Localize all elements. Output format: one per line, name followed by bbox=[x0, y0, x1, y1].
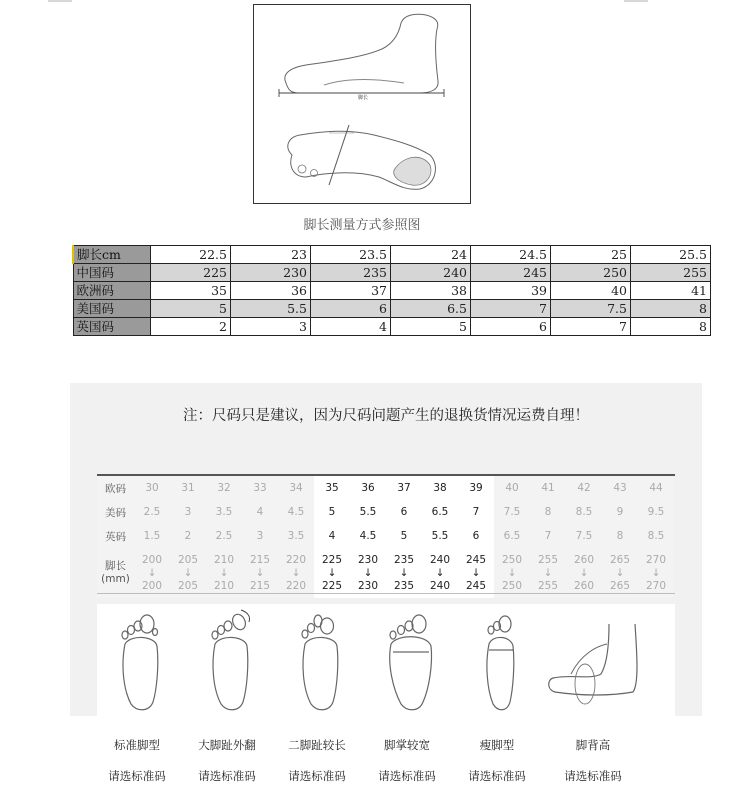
table-cell: 40 bbox=[551, 282, 631, 300]
length-from: 230 bbox=[357, 553, 379, 566]
length-row bbox=[97, 548, 674, 598]
table-cell: 6 bbox=[386, 500, 422, 524]
table-cell: 4.5 bbox=[278, 500, 314, 524]
table-cell bbox=[170, 548, 206, 598]
table-cell: 37 bbox=[311, 282, 391, 300]
length-to: 270 bbox=[645, 579, 667, 592]
length-to: 220 bbox=[285, 579, 307, 592]
length-to: 245 bbox=[465, 579, 487, 592]
table-cell: 2 bbox=[151, 318, 231, 336]
table-cell: 39 bbox=[458, 476, 494, 500]
length-to: 240 bbox=[429, 579, 451, 592]
row-label: 欧洲码 bbox=[73, 282, 151, 300]
table-cell: 6.5 bbox=[391, 300, 471, 318]
table-cell bbox=[494, 548, 530, 598]
table-cell: 225 bbox=[151, 264, 231, 282]
table-cell: 36 bbox=[231, 282, 311, 300]
length-from: 220 bbox=[285, 553, 307, 566]
table-cell: 7.5 bbox=[566, 524, 602, 548]
table-cell: 6 bbox=[458, 524, 494, 548]
table-cell: 42 bbox=[566, 476, 602, 500]
arrow-down-icon: ↓ bbox=[363, 566, 373, 579]
table-cell: 38 bbox=[391, 282, 471, 300]
table-cell: 38 bbox=[422, 476, 458, 500]
size-table bbox=[72, 245, 711, 336]
table-cell: 8 bbox=[631, 300, 711, 318]
row-label: 美国码 bbox=[73, 300, 151, 318]
arrow-down-icon: ↓ bbox=[507, 566, 517, 579]
us-row bbox=[97, 500, 674, 524]
table-cell: 235 bbox=[311, 264, 391, 282]
top-divider-right bbox=[624, 0, 648, 2]
table-cell: 230 bbox=[231, 264, 311, 282]
length-to: 200 bbox=[141, 579, 163, 592]
table-cell: 7.5 bbox=[551, 300, 631, 318]
foot-type-name: 脚掌较宽 bbox=[384, 738, 430, 752]
long-second-toe-icon bbox=[291, 604, 351, 714]
table-cell: 23.5 bbox=[311, 246, 391, 264]
arrow-down-icon: ↓ bbox=[543, 566, 553, 579]
table-cell: 250 bbox=[551, 264, 631, 282]
length-from: 240 bbox=[429, 553, 451, 566]
table-cell: 3 bbox=[231, 318, 311, 336]
table-cell: 23 bbox=[231, 246, 311, 264]
table-cell: 40 bbox=[494, 476, 530, 500]
table-cell: 3 bbox=[242, 524, 278, 548]
length-from: 235 bbox=[393, 553, 415, 566]
foot-length-mark: 脚长 bbox=[358, 95, 369, 101]
table-cell bbox=[566, 548, 602, 598]
table-cell: 9.5 bbox=[638, 500, 674, 524]
table-row bbox=[73, 246, 711, 264]
table-cell: 4 bbox=[311, 318, 391, 336]
arrow-down-icon: ↓ bbox=[615, 566, 625, 579]
length-from: 265 bbox=[609, 553, 631, 566]
table-cell bbox=[206, 548, 242, 598]
table-cell: 5 bbox=[151, 300, 231, 318]
length-to: 260 bbox=[573, 579, 595, 592]
table-cell: 255 bbox=[631, 264, 711, 282]
length-label: 脚长 bbox=[105, 560, 126, 572]
table-cell bbox=[458, 548, 494, 598]
row-label: 脚长cm bbox=[73, 246, 151, 264]
table-cell: 7 bbox=[458, 500, 494, 524]
measurement-diagram bbox=[253, 4, 471, 204]
table-cell: 7 bbox=[551, 318, 631, 336]
foot-type-name: 脚背高 bbox=[575, 738, 611, 752]
table-cell: 7 bbox=[471, 300, 551, 318]
table-cell: 25 bbox=[551, 246, 631, 264]
table-row bbox=[73, 300, 711, 318]
table-cell: 2.5 bbox=[206, 524, 242, 548]
foot-type-hint: 请选标准码 bbox=[468, 769, 526, 783]
bunion-foot-icon bbox=[201, 604, 261, 714]
foot-type-hint: 请选标准码 bbox=[198, 769, 256, 783]
arrow-down-icon: ↓ bbox=[435, 566, 445, 579]
length-from: 250 bbox=[501, 553, 523, 566]
table-cell: 35 bbox=[314, 476, 350, 500]
table-cell: 5.5 bbox=[422, 524, 458, 548]
foot-type-name: 瘦脚型 bbox=[479, 738, 515, 752]
foot-type-name: 标准脚型 bbox=[114, 738, 160, 752]
table-cell: 24.5 bbox=[471, 246, 551, 264]
arrow-down-icon: ↓ bbox=[399, 566, 409, 579]
table-cell: 8.5 bbox=[566, 500, 602, 524]
table-cell: 5 bbox=[391, 318, 471, 336]
table-cell bbox=[350, 548, 386, 598]
arrow-down-icon: ↓ bbox=[183, 566, 193, 579]
table-cell: 6.5 bbox=[422, 500, 458, 524]
arrow-down-icon: ↓ bbox=[651, 566, 661, 579]
length-from: 260 bbox=[573, 553, 595, 566]
table-cell bbox=[242, 548, 278, 598]
high-instep-icon bbox=[541, 604, 651, 714]
arrow-down-icon: ↓ bbox=[219, 566, 229, 579]
row-label bbox=[97, 548, 134, 598]
foot-types-strip bbox=[97, 604, 675, 716]
length-to: 205 bbox=[177, 579, 199, 592]
length-from: 215 bbox=[249, 553, 271, 566]
row-label: 欧码 bbox=[97, 476, 134, 500]
length-to: 250 bbox=[501, 579, 523, 592]
table-cell: 8 bbox=[602, 524, 638, 548]
table-cell bbox=[638, 548, 674, 598]
table-cell bbox=[134, 548, 170, 598]
length-from: 205 bbox=[177, 553, 199, 566]
table-cell: 5.5 bbox=[231, 300, 311, 318]
table-row bbox=[73, 318, 711, 336]
table-cell: 30 bbox=[134, 476, 170, 500]
table-cell: 4.5 bbox=[350, 524, 386, 548]
length-from: 255 bbox=[537, 553, 559, 566]
length-from: 225 bbox=[321, 553, 343, 566]
length-to: 230 bbox=[357, 579, 379, 592]
length-to: 225 bbox=[321, 579, 343, 592]
length-to: 265 bbox=[609, 579, 631, 592]
table-cell: 25.5 bbox=[631, 246, 711, 264]
table-cell: 37 bbox=[386, 476, 422, 500]
table-cell: 44 bbox=[638, 476, 674, 500]
table-cell: 6 bbox=[471, 318, 551, 336]
length-from: 245 bbox=[465, 553, 487, 566]
length-to: 235 bbox=[393, 579, 415, 592]
standard-foot-icon bbox=[111, 604, 171, 714]
slim-foot-icon bbox=[471, 604, 531, 714]
table-cell bbox=[422, 548, 458, 598]
table-cell: 41 bbox=[631, 282, 711, 300]
table-row bbox=[73, 264, 711, 282]
length-from: 210 bbox=[213, 553, 235, 566]
uk-row bbox=[97, 524, 674, 548]
foot-type-name: 大脚趾外翻 bbox=[198, 738, 256, 752]
table-cell: 1.5 bbox=[134, 524, 170, 548]
table-cell: 2.5 bbox=[134, 500, 170, 524]
table-cell: 2 bbox=[170, 524, 206, 548]
arrow-down-icon: ↓ bbox=[147, 566, 157, 579]
table-cell: 35 bbox=[151, 282, 231, 300]
table-cell: 8 bbox=[530, 500, 566, 524]
table-cell: 5 bbox=[386, 524, 422, 548]
foot-type-hint: 请选标准码 bbox=[378, 769, 436, 783]
table-cell bbox=[278, 548, 314, 598]
table-cell: 43 bbox=[602, 476, 638, 500]
table-cell: 22.5 bbox=[151, 246, 231, 264]
table-cell: 3.5 bbox=[278, 524, 314, 548]
table-cell: 7.5 bbox=[494, 500, 530, 524]
eu-row bbox=[97, 476, 674, 500]
table-cell: 4 bbox=[314, 524, 350, 548]
length-from: 200 bbox=[141, 553, 163, 566]
arrow-down-icon: ↓ bbox=[579, 566, 589, 579]
table-cell: 34 bbox=[278, 476, 314, 500]
row-label: 中国码 bbox=[73, 264, 151, 282]
length-to: 215 bbox=[249, 579, 271, 592]
table-cell: 5 bbox=[314, 500, 350, 524]
table-cell: 5.5 bbox=[350, 500, 386, 524]
foot-type-hint: 请选标准码 bbox=[108, 769, 166, 783]
conversion-table bbox=[97, 476, 674, 598]
table-cell: 39 bbox=[471, 282, 551, 300]
table-cell: 4 bbox=[242, 500, 278, 524]
table-cell: 240 bbox=[391, 264, 471, 282]
foot-type-hint: 请选标准码 bbox=[288, 769, 346, 783]
table-cell: 31 bbox=[170, 476, 206, 500]
notice-text: 注：尺码只是建议，因为尺码问题产生的退换货情况运费自理！ bbox=[183, 408, 589, 424]
table-cell: 3 bbox=[170, 500, 206, 524]
diagram-caption: 脚长测量方式参照图 bbox=[303, 218, 421, 233]
table-cell bbox=[386, 548, 422, 598]
arrow-down-icon: ↓ bbox=[291, 566, 301, 579]
table-cell: 33 bbox=[242, 476, 278, 500]
table-cell: 9 bbox=[602, 500, 638, 524]
length-from: 270 bbox=[645, 553, 667, 566]
table-cell: 32 bbox=[206, 476, 242, 500]
table-cell: 41 bbox=[530, 476, 566, 500]
table-cell: 7 bbox=[530, 524, 566, 548]
table-cell: 8.5 bbox=[638, 524, 674, 548]
table-row bbox=[73, 282, 711, 300]
foot-type-hint: 请选标准码 bbox=[564, 769, 622, 783]
row-label: 英码 bbox=[97, 524, 134, 548]
table-bottom-rule bbox=[97, 593, 675, 594]
table-cell: 6 bbox=[311, 300, 391, 318]
arrow-down-icon: ↓ bbox=[327, 566, 337, 579]
arrow-down-icon: ↓ bbox=[255, 566, 265, 579]
row-label: 英国码 bbox=[73, 318, 151, 336]
table-cell bbox=[530, 548, 566, 598]
length-to: 255 bbox=[537, 579, 559, 592]
foot-measurement-icon bbox=[254, 5, 469, 202]
arrow-down-icon: ↓ bbox=[471, 566, 481, 579]
table-cell: 245 bbox=[471, 264, 551, 282]
table-cell: 8 bbox=[631, 318, 711, 336]
table-cell: 36 bbox=[350, 476, 386, 500]
table-cell: 24 bbox=[391, 246, 471, 264]
wide-foot-icon bbox=[381, 604, 441, 714]
table-cell bbox=[314, 548, 350, 598]
top-divider-left bbox=[48, 0, 72, 2]
table-cell: 3.5 bbox=[206, 500, 242, 524]
table-cell bbox=[602, 548, 638, 598]
row-label: 美码 bbox=[97, 500, 134, 524]
length-to: 210 bbox=[213, 579, 235, 592]
table-cell: 6.5 bbox=[494, 524, 530, 548]
foot-type-name: 二脚趾较长 bbox=[288, 738, 346, 752]
length-unit: (mm) bbox=[101, 573, 130, 585]
